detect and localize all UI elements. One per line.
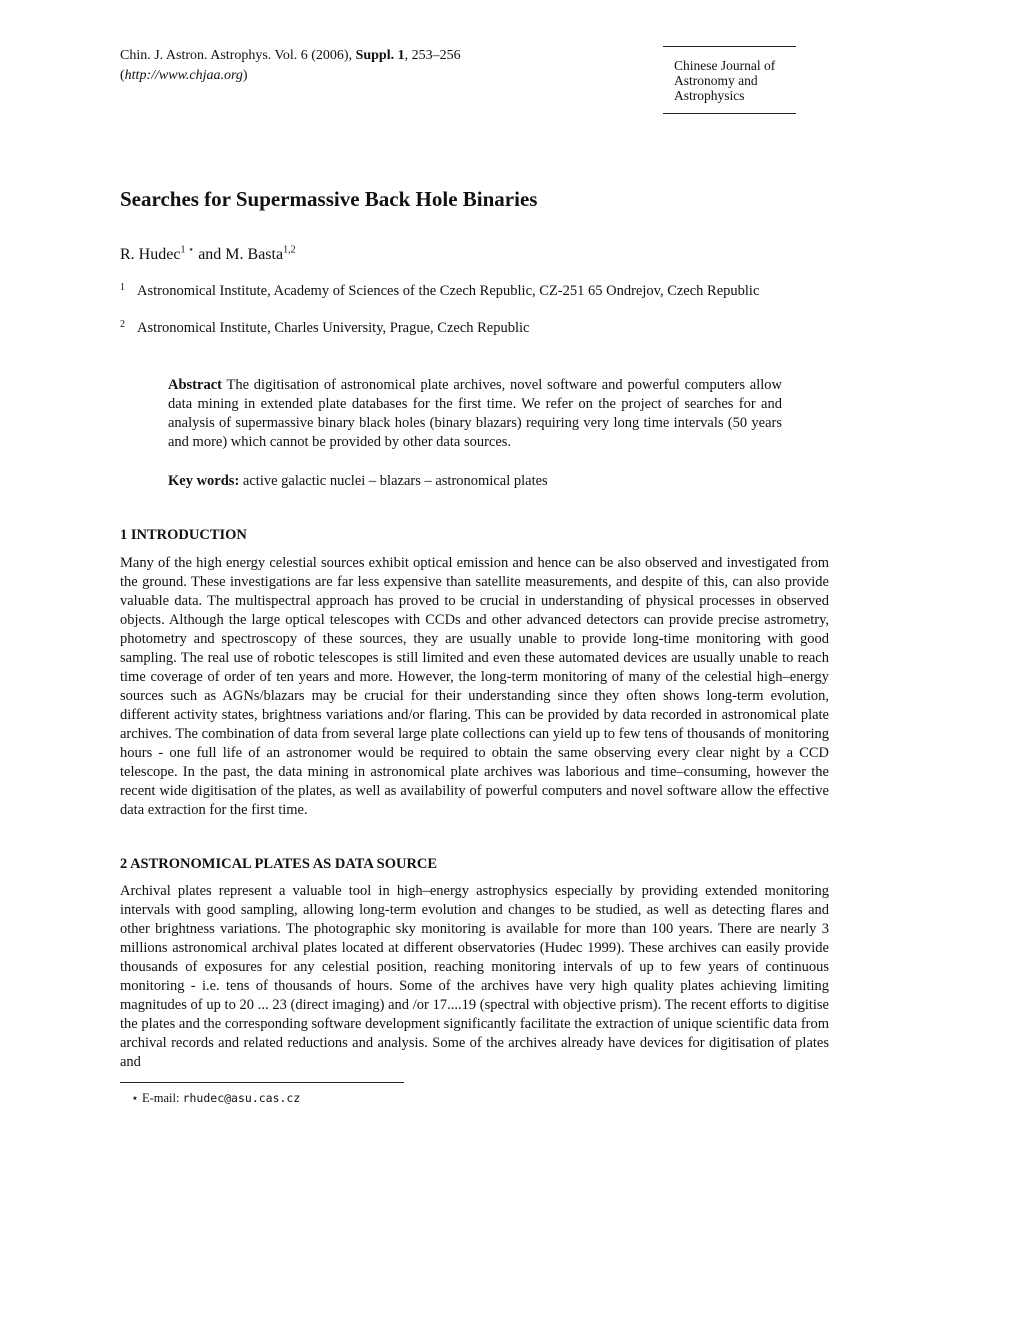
section-heading-plates: 2 ASTRONOMICAL PLATES AS DATA SOURCE (120, 856, 438, 872)
section-body-introduction: Many of the high energy celestial sources exhibit optical emission and hence can be also observed and investigated from the ground. These investigations are far less expensive than satellite measurements, and despite of this, can also provide valuable data. The multispectral approach has proved to be crucial in understanding of physical processes in observed objects. Although the large optical telescopes with CCDs and other advanced detectors can provide precise astrometry, photometry and spectroscopy of these sources, they are usually unable to provide long-time monitoring with good sampling. The real use of robotic telescopes is still limited and even these automated devices are usually unable to reach time coverage of order of ten years and more. However, the long-term monitoring of many of the celestial high–energy sources such as AGNs/blazars may be crucial for their understanding since they often shows long-term evolution, different activity states, brightness variations and/or flaring. This can be provided by data recorded in astronomical plate archives. The combination of data from several large plate collections can yield up to few tens of thousands of monitoring hours - one full life of an astronomer would be required to obtain the same observing every clear night by a CCD telescope. In the past, the data mining in astronomical plate archives was laborious and time–consuming, however the recent wide digitisation of the plates, as well as availability of powerful computers and novel software allow the effective data extraction for the first time. (120, 555, 829, 818)
footnote-star-mark: ⋆ (131, 1091, 139, 1105)
journal-name-line: Chinese Journal of (674, 58, 776, 73)
abstract-text: The digitisation of astronomical plate archives, novel software and powerful computers allow data mining in extended plate databases for the first time. We refer on the project of searches for and analysis of supermassive binary black holes (binary blazars) requiring very long time intervals (50 years and more) which cannot be provided by other data sources. (168, 377, 782, 450)
author-list (120, 246, 296, 264)
footnote (131, 1090, 300, 1106)
author-basta: and M. Basta (194, 246, 284, 263)
abstract-label: Abstract (168, 377, 222, 393)
affiliation-text: Astronomical Institute, Charles University, Prague, Czech Republic (137, 320, 530, 336)
footnote-divider (120, 1082, 404, 1083)
journal-name-line: Astrophysics (674, 88, 745, 103)
paper-title: Searches for Supermassive Back Hole Binaries (120, 187, 538, 211)
footnote-email-link[interactable]: rhudec@asu.cas.cz (182, 1091, 301, 1105)
affiliation-1 (120, 282, 800, 301)
keywords-label: Key words: (168, 473, 240, 489)
affiliation-number: 2 (120, 319, 125, 330)
section-body-plates: Archival plates represent a valuable tool in high–energy astrophysics especially by providing extended monitoring intervals with good sampling, allowing long-term evolution and changes to be studied, as well as detecting flares and other brightness variations. The photographic sky monitoring is available for more than 100 years. There are nearly 3 millions astronomical archival plates located at different observatories (Hudec 1999). These archives can easily provide thousands of exposures for any celestial position, reaching monitoring intervals of up to few years of continuous monitoring - i.e. tens of thousands of hours. Some of the archives have very high quality plates achieving limiting magnitudes of up to 20 ... 23 (direct imaging) and /or 17....19 (spectral with objective prism). The recent efforts to digitise the plates and the corresponding software development significantly facilitate the extraction of unique scientific data from archival records and related reductions and analysis. Some of the archives already have devices for digitisation of plates and (120, 883, 829, 1070)
affiliation-2 (120, 319, 800, 338)
author1-affiliation-mark: 1 ⋆ (180, 244, 195, 256)
author-hudec: R. Hudec (120, 246, 181, 263)
journal-url-line (120, 67, 248, 85)
citation-prefix: Chin. J. Astron. Astrophys. Vol. 6 (2006), (120, 48, 356, 63)
section-heading-introduction: 1 INTRODUCTION (120, 527, 247, 543)
affiliation-text: Astronomical Institute, Academy of Sciences of the Czech Republic, CZ-251 65 Ondrejov, Czech Republic (137, 283, 760, 299)
citation-suppl: Suppl. 1 (355, 48, 405, 63)
citation-pages: , 253–256 (404, 48, 461, 63)
keywords-text: active galactic nuclei – blazars – astronomical plates (239, 473, 548, 489)
author2-affiliation-mark: 1,2 (283, 244, 296, 256)
footnote-label: E-mail: (138, 1091, 183, 1105)
url-paren-close: ) (242, 68, 248, 83)
abstract (168, 376, 782, 452)
journal-citation (120, 47, 461, 65)
affiliation-number: 1 (120, 282, 125, 293)
journal-name-box (663, 46, 796, 114)
journal-name-line: Astronomy and (674, 73, 758, 88)
journal-url-link[interactable]: http://www.chjaa.org (124, 68, 243, 83)
url-paren-open: ( (120, 68, 125, 83)
keywords (168, 472, 548, 491)
